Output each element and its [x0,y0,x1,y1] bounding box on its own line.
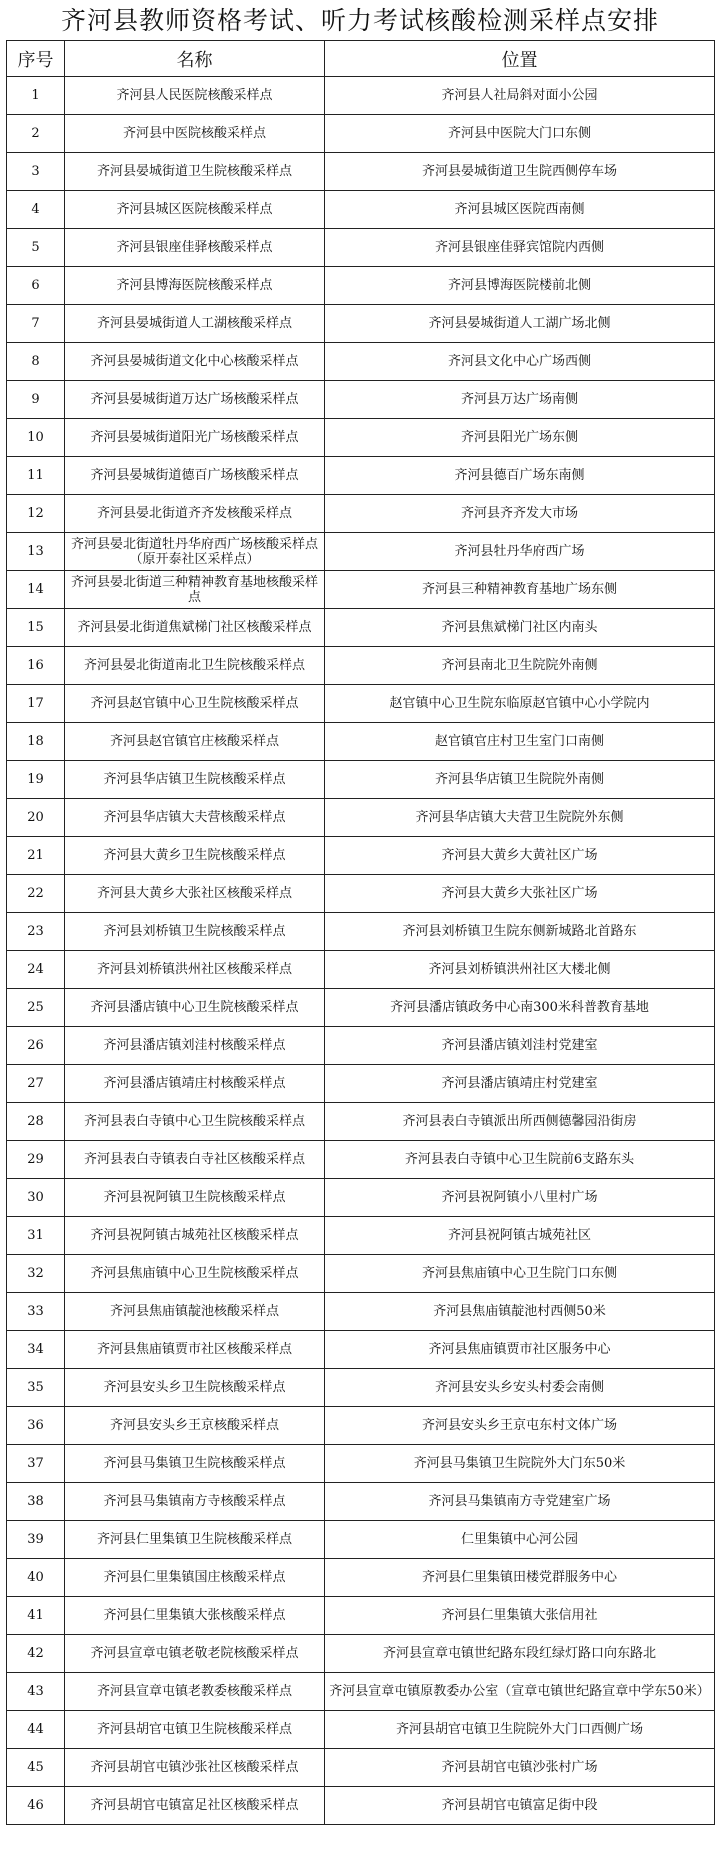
table-row [7,1293,715,1331]
cell-index: 20 [7,799,65,837]
cell-index: 13 [7,533,65,571]
cell-location: 齐河县大黄乡大张社区广场 [325,875,715,913]
table-row [7,1331,715,1369]
cell-name: 齐河县刘桥镇洪州社区核酸采样点 [65,951,325,989]
cell-location: 齐河县表白寺镇中心卫生院前6支路东头 [325,1141,715,1179]
cell-index: 8 [7,343,65,381]
cell-index: 22 [7,875,65,913]
table-row [7,761,715,799]
cell-location: 齐河县宣章屯镇原教委办公室（宣章屯镇世纪路宣章中学东50米） [325,1673,715,1711]
table-row [7,343,715,381]
cell-location: 齐河县仁里集镇田楼党群服务中心 [325,1559,715,1597]
table-row [7,1787,715,1825]
cell-location: 齐河县城区医院西南侧 [325,191,715,229]
cell-location: 齐河县潘店镇刘洼村党建室 [325,1027,715,1065]
cell-index: 33 [7,1293,65,1331]
table-row [7,1445,715,1483]
table-row [7,305,715,343]
cell-name: 齐河县马集镇卫生院核酸采样点 [65,1445,325,1483]
cell-name: 齐河县潘店镇刘洼村核酸采样点 [65,1027,325,1065]
cell-index: 25 [7,989,65,1027]
cell-location: 齐河县胡官屯镇富足街中段 [325,1787,715,1825]
cell-name: 齐河县仁里集镇国庄核酸采样点 [65,1559,325,1597]
table-row [7,799,715,837]
cell-location: 齐河县焦庙镇靛池村西侧50米 [325,1293,715,1331]
cell-location: 齐河县阳光广场东侧 [325,419,715,457]
table-row [7,191,715,229]
cell-location: 齐河县大黄乡大黄社区广场 [325,837,715,875]
sampling-sites-table [6,40,715,1825]
cell-name: 齐河县胡官屯镇卫生院核酸采样点 [65,1711,325,1749]
table-row [7,989,715,1027]
cell-index: 19 [7,761,65,799]
cell-name: 齐河县银座佳驿核酸采样点 [65,229,325,267]
cell-name: 齐河县安头乡卫生院核酸采样点 [65,1369,325,1407]
cell-name: 齐河县仁里集镇大张核酸采样点 [65,1597,325,1635]
cell-index: 40 [7,1559,65,1597]
cell-name: 齐河县晏城街道文化中心核酸采样点 [65,343,325,381]
cell-name: 齐河县晏城街道万达广场核酸采样点 [65,381,325,419]
cell-index: 39 [7,1521,65,1559]
cell-name: 齐河县华店镇大夫营核酸采样点 [65,799,325,837]
cell-name: 齐河县安头乡王京核酸采样点 [65,1407,325,1445]
table-row [7,1521,715,1559]
cell-name: 齐河县晏北街道齐齐发核酸采样点 [65,495,325,533]
table-header-row [7,41,715,77]
cell-name: 齐河县中医院核酸采样点 [65,115,325,153]
cell-name: 齐河县晏城街道人工湖核酸采样点 [65,305,325,343]
cell-location: 齐河县银座佳驿宾馆院内西侧 [325,229,715,267]
cell-location: 齐河县祝阿镇古城苑社区 [325,1217,715,1255]
cell-location: 齐河县南北卫生院院外南侧 [325,647,715,685]
cell-name: 齐河县宣章屯镇老敬老院核酸采样点 [65,1635,325,1673]
cell-location: 赵官镇官庄村卫生室门口南侧 [325,723,715,761]
cell-index: 11 [7,457,65,495]
cell-location: 齐河县华店镇卫生院院外南侧 [325,761,715,799]
cell-name: 齐河县祝阿镇古城苑社区核酸采样点 [65,1217,325,1255]
cell-index: 12 [7,495,65,533]
table-row [7,1559,715,1597]
table-row [7,685,715,723]
cell-name: 齐河县宣章屯镇老教委核酸采样点 [65,1673,325,1711]
cell-name: 齐河县晏北街道南北卫生院核酸采样点 [65,647,325,685]
table-row [7,457,715,495]
cell-index: 36 [7,1407,65,1445]
cell-location: 齐河县晏城街道卫生院西侧停车场 [325,153,715,191]
table-row [7,381,715,419]
cell-location: 齐河县安头乡王京屯东村文体广场 [325,1407,715,1445]
table-row [7,533,715,571]
cell-location: 赵官镇中心卫生院东临原赵官镇中心小学院内 [325,685,715,723]
table-row [7,267,715,305]
cell-index: 29 [7,1141,65,1179]
cell-name: 齐河县晏北街道焦斌梯门社区核酸采样点 [65,609,325,647]
table-row [7,1369,715,1407]
cell-name: 齐河县华店镇卫生院核酸采样点 [65,761,325,799]
cell-index: 37 [7,1445,65,1483]
table-row [7,1027,715,1065]
table-row [7,647,715,685]
cell-index: 45 [7,1749,65,1787]
table-row [7,1407,715,1445]
table-row [7,1179,715,1217]
cell-index: 7 [7,305,65,343]
cell-name: 齐河县大黄乡卫生院核酸采样点 [65,837,325,875]
cell-location: 仁里集镇中心河公园 [325,1521,715,1559]
cell-name: 齐河县表白寺镇中心卫生院核酸采样点 [65,1103,325,1141]
cell-name: 齐河县赵官镇中心卫生院核酸采样点 [65,685,325,723]
cell-name: 齐河县晏城街道德百广场核酸采样点 [65,457,325,495]
cell-location: 齐河县刘桥镇洪州社区大楼北侧 [325,951,715,989]
cell-index: 6 [7,267,65,305]
cell-index: 3 [7,153,65,191]
header-name: 名称 [65,41,325,77]
cell-index: 21 [7,837,65,875]
cell-index: 46 [7,1787,65,1825]
cell-name: 齐河县人民医院核酸采样点 [65,77,325,115]
header-location: 位置 [325,41,715,77]
cell-name: 齐河县晏北街道牡丹华府西广场核酸采样点（原开泰社区采样点） [65,533,325,571]
cell-name: 齐河县博海医院核酸采样点 [65,267,325,305]
table-row [7,951,715,989]
table-row [7,495,715,533]
cell-location: 齐河县晏城街道人工湖广场北侧 [325,305,715,343]
cell-index: 30 [7,1179,65,1217]
cell-name: 齐河县焦庙镇靛池核酸采样点 [65,1293,325,1331]
table-row [7,1749,715,1787]
cell-name: 齐河县晏城街道阳光广场核酸采样点 [65,419,325,457]
cell-name: 齐河县赵官镇官庄核酸采样点 [65,723,325,761]
table-row [7,1483,715,1521]
cell-location: 齐河县祝阿镇小八里村广场 [325,1179,715,1217]
table-row [7,77,715,115]
cell-location: 齐河县德百广场东南侧 [325,457,715,495]
cell-index: 31 [7,1217,65,1255]
table-row [7,609,715,647]
table-row [7,1673,715,1711]
cell-location: 齐河县胡官屯镇沙张村广场 [325,1749,715,1787]
cell-name: 齐河县刘桥镇卫生院核酸采样点 [65,913,325,951]
table-row [7,837,715,875]
header-index: 序号 [7,41,65,77]
cell-index: 9 [7,381,65,419]
cell-index: 34 [7,1331,65,1369]
cell-index: 38 [7,1483,65,1521]
cell-location: 齐河县文化中心广场西侧 [325,343,715,381]
cell-name: 齐河县表白寺镇表白寺社区核酸采样点 [65,1141,325,1179]
cell-location: 齐河县齐齐发大市场 [325,495,715,533]
cell-location: 齐河县焦庙镇中心卫生院门口东侧 [325,1255,715,1293]
table-row [7,153,715,191]
cell-name: 齐河县胡官屯镇沙张社区核酸采样点 [65,1749,325,1787]
cell-location: 齐河县焦庙镇贾市社区服务中心 [325,1331,715,1369]
cell-index: 2 [7,115,65,153]
cell-index: 1 [7,77,65,115]
cell-location: 齐河县潘店镇靖庄村党建室 [325,1065,715,1103]
table-row [7,571,715,609]
cell-location: 齐河县宣章屯镇世纪路东段红绿灯路口向东路北 [325,1635,715,1673]
cell-location: 齐河县中医院大门口东侧 [325,115,715,153]
table-row [7,1141,715,1179]
table-row [7,1217,715,1255]
cell-name: 齐河县晏城街道卫生院核酸采样点 [65,153,325,191]
cell-index: 35 [7,1369,65,1407]
cell-name: 齐河县胡官屯镇富足社区核酸采样点 [65,1787,325,1825]
cell-index: 32 [7,1255,65,1293]
cell-location: 齐河县万达广场南侧 [325,381,715,419]
cell-name: 齐河县祝阿镇卫生院核酸采样点 [65,1179,325,1217]
table-row [7,1711,715,1749]
cell-index: 28 [7,1103,65,1141]
cell-index: 4 [7,191,65,229]
table-row [7,1597,715,1635]
cell-location: 齐河县表白寺镇派出所西侧德馨园沿街房 [325,1103,715,1141]
cell-location: 齐河县马集镇卫生院院外大门东50米 [325,1445,715,1483]
table-row [7,723,715,761]
cell-index: 10 [7,419,65,457]
table-row [7,913,715,951]
cell-index: 17 [7,685,65,723]
table-row [7,1065,715,1103]
cell-name: 齐河县焦庙镇中心卫生院核酸采样点 [65,1255,325,1293]
cell-index: 15 [7,609,65,647]
table-row [7,419,715,457]
cell-name: 齐河县潘店镇靖庄村核酸采样点 [65,1065,325,1103]
cell-location: 齐河县三种精神教育基地广场东侧 [325,571,715,609]
cell-index: 5 [7,229,65,267]
cell-index: 44 [7,1711,65,1749]
cell-index: 26 [7,1027,65,1065]
page-title: 齐河县教师资格考试、听力考试核酸检测采样点安排 [60,6,659,35]
cell-index: 41 [7,1597,65,1635]
cell-name: 齐河县城区医院核酸采样点 [65,191,325,229]
table-row [7,875,715,913]
cell-index: 18 [7,723,65,761]
cell-index: 16 [7,647,65,685]
cell-location: 齐河县胡官屯镇卫生院院外大门口西侧广场 [325,1711,715,1749]
cell-location: 齐河县博海医院楼前北侧 [325,267,715,305]
cell-location: 齐河县焦斌梯门社区内南头 [325,609,715,647]
cell-location: 齐河县安头乡安头村委会南侧 [325,1369,715,1407]
table-row [7,1103,715,1141]
cell-index: 24 [7,951,65,989]
table-row [7,229,715,267]
cell-location: 齐河县马集镇南方寺党建室广场 [325,1483,715,1521]
cell-name: 齐河县焦庙镇贾市社区核酸采样点 [65,1331,325,1369]
cell-name: 齐河县仁里集镇卫生院核酸采样点 [65,1521,325,1559]
cell-index: 23 [7,913,65,951]
cell-location: 齐河县人社局斜对面小公园 [325,77,715,115]
cell-location: 齐河县刘桥镇卫生院东侧新城路北首路东 [325,913,715,951]
cell-location: 齐河县牡丹华府西广场 [325,533,715,571]
cell-index: 27 [7,1065,65,1103]
cell-name: 齐河县马集镇南方寺核酸采样点 [65,1483,325,1521]
table-row [7,1255,715,1293]
cell-location: 齐河县华店镇大夫营卫生院院外东侧 [325,799,715,837]
cell-location: 齐河县潘店镇政务中心南300米科普教育基地 [325,989,715,1027]
cell-name: 齐河县大黄乡大张社区核酸采样点 [65,875,325,913]
cell-name: 齐河县晏北街道三种精神教育基地核酸采样点 [65,571,325,609]
cell-index: 14 [7,571,65,609]
cell-name: 齐河县潘店镇中心卫生院核酸采样点 [65,989,325,1027]
cell-location: 齐河县仁里集镇大张信用社 [325,1597,715,1635]
cell-index: 43 [7,1673,65,1711]
cell-index: 42 [7,1635,65,1673]
table-row [7,115,715,153]
table-row [7,1635,715,1673]
